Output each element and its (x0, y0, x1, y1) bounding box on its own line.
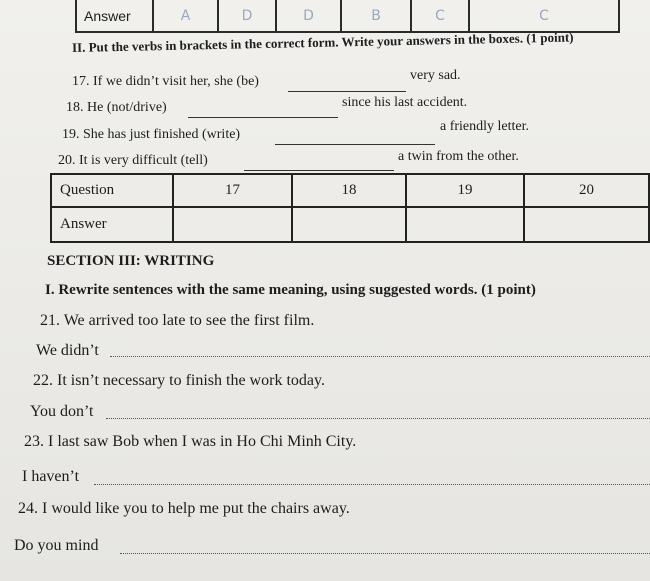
question-18-blank[interactable] (188, 117, 338, 118)
answer-table-header: 20 (579, 182, 594, 198)
answer-table-header: 18 (293, 175, 407, 206)
answer-table-header-row (52, 175, 648, 208)
answer-table-row-label: Answer (52, 208, 174, 241)
question-23-answer-line[interactable] (94, 484, 650, 485)
handwritten-answer: A (180, 7, 191, 24)
answer-cell-18[interactable] (293, 208, 407, 241)
section3-heading: I. Rewrite sentences with the same meaning, using suggested words. (1 point) (45, 282, 536, 298)
answer-cell-20[interactable] (525, 208, 648, 241)
question-22-starter: You don’t (30, 403, 94, 420)
top-answer-label: Answer (77, 0, 154, 31)
answer-table (50, 173, 650, 243)
question-17-text: 17. If we didn’t visit her, she (be) (72, 74, 259, 89)
question-18-tail: since his last accident. (342, 95, 468, 110)
question-21-starter: We didn’t (36, 342, 99, 359)
question-24-text: 24. I would like you to help me put the chairs away. (18, 500, 350, 517)
question-17-blank[interactable] (288, 91, 406, 92)
question-20-blank[interactable] (244, 170, 394, 171)
question-20-text: 20. It is very difficult (tell) (58, 153, 208, 168)
question-17-tail: very sad. (410, 68, 461, 83)
section2-heading: II. Put the verbs in brackets in the correct form. Write your answers in the boxes. (1 point) (71, 29, 574, 55)
question-20-tail: a twin from the other. (398, 149, 519, 164)
answer-table-header: 17 (174, 175, 293, 206)
answer-cell-19[interactable] (407, 208, 525, 241)
answer-table-header: 19 (407, 175, 525, 206)
question-19-blank[interactable] (275, 144, 435, 145)
question-22-text: 22. It isn’t necessary to finish the work today. (33, 372, 325, 389)
question-24-answer-line[interactable] (120, 553, 650, 554)
question-23-starter: I haven’t (22, 468, 80, 485)
question-19-tail: a friendly letter. (440, 119, 530, 134)
handwritten-answer: D (241, 7, 253, 24)
question-23-text: 23. I last saw Bob when I was in Ho Chi Minh City. (24, 433, 357, 450)
question-24-starter: Do you mind (14, 537, 99, 554)
question-22-answer-line[interactable] (106, 418, 650, 419)
answer-table-header: Question (52, 175, 174, 206)
handwritten-answer: C (539, 7, 549, 24)
question-21-text: 21. We arrived too late to see the first film. (40, 312, 315, 329)
section3-title: SECTION III: WRITING (47, 253, 215, 269)
handwritten-answer: D (303, 7, 314, 24)
question-21-answer-line[interactable] (110, 356, 650, 357)
top-answer-table (75, 0, 620, 33)
answer-table-answer-row (52, 208, 648, 241)
handwritten-answer: C (435, 7, 445, 24)
question-18-text: 18. He (not/drive) (66, 100, 167, 115)
answer-cell-17[interactable] (174, 208, 293, 241)
question-19-text: 19. She has just finished (write) (62, 127, 241, 142)
handwritten-answer: B (371, 7, 381, 24)
